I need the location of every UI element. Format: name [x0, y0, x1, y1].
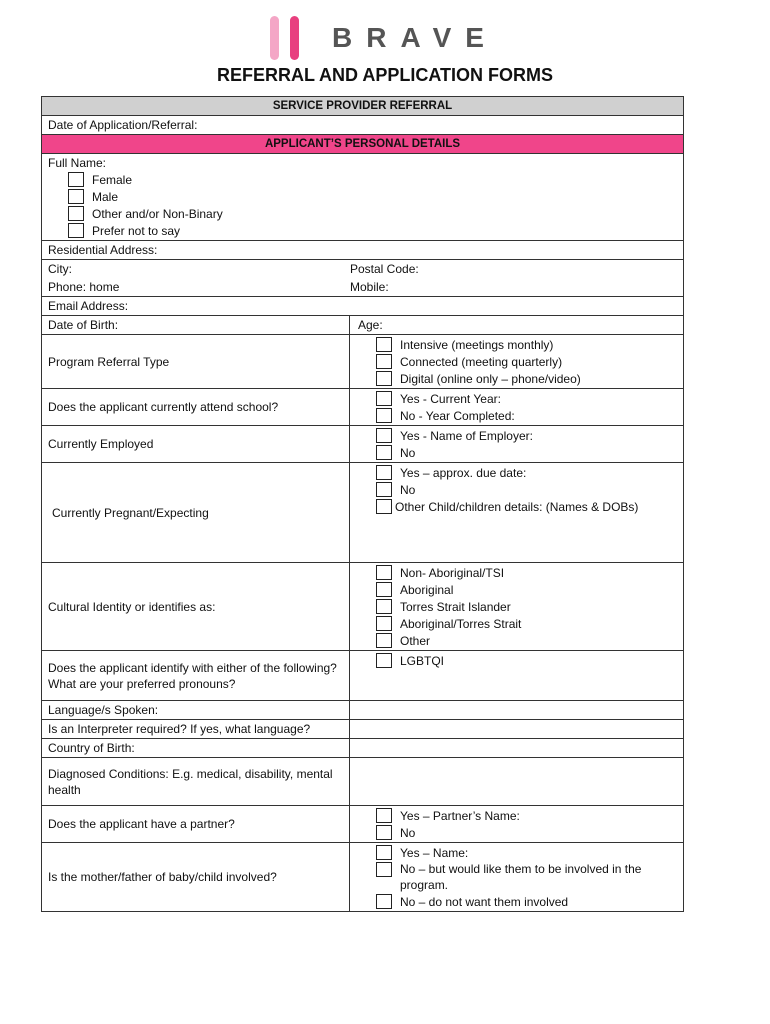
partner-label: Does the applicant have a partner?: [42, 806, 350, 843]
school-options: [350, 389, 684, 426]
brand-name: BRAVE: [332, 22, 498, 53]
email-field[interactable]: Email Address:: [42, 297, 684, 316]
cultural-option-other[interactable]: Other: [376, 632, 677, 649]
pregnant-option-no[interactable]: No: [376, 481, 677, 498]
checkbox[interactable]: [376, 616, 392, 631]
checkbox[interactable]: [68, 172, 84, 187]
cultural-option-aboriginal[interactable]: Aboriginal: [376, 581, 677, 598]
cultural-option-aboriginal-torres[interactable]: Aboriginal/Torres Strait: [376, 615, 677, 632]
pregnant-option-yes[interactable]: Yes – approx. due date:: [376, 464, 677, 481]
checkbox[interactable]: [376, 845, 392, 860]
parent-option-no[interactable]: No – do not want them involved: [376, 893, 677, 910]
checkbox[interactable]: [376, 354, 392, 369]
checkbox[interactable]: [376, 482, 392, 497]
page-title: REFERRAL AND APPLICATION FORMS: [217, 65, 553, 85]
country-value[interactable]: [350, 739, 684, 758]
city-phone-block: [42, 260, 684, 297]
checkbox[interactable]: [376, 337, 392, 352]
age-field[interactable]: Age:: [350, 316, 684, 335]
checkbox[interactable]: [376, 808, 392, 823]
school-option-yes[interactable]: Yes - Current Year:: [376, 390, 677, 407]
checkbox[interactable]: [376, 599, 392, 614]
residential-address-field[interactable]: Residential Address:: [42, 241, 684, 260]
pregnant-label: Currently Pregnant/Expecting: [42, 463, 350, 563]
logo-bar-light: [270, 16, 279, 60]
checkbox[interactable]: [376, 633, 392, 648]
program-option-connected[interactable]: Connected (meeting quarterly): [376, 353, 677, 370]
postal-code-field[interactable]: Postal Code:: [350, 262, 419, 276]
parent-option-would-like[interactable]: No – but would like them to be involved in the program.: [376, 861, 677, 893]
employed-option-no[interactable]: No: [376, 444, 677, 461]
logo-bar-pink: [290, 16, 299, 60]
pronouns-label: Does the applicant identify with either of the following? What are your preferred pronouns?: [42, 651, 350, 701]
checkbox[interactable]: [376, 408, 392, 423]
gender-option-prefer-not[interactable]: Prefer not to say: [48, 222, 677, 239]
pronoun-option-lgbtqi[interactable]: LGBTQI: [376, 652, 677, 669]
partner-option-yes[interactable]: Yes – Partner’s Name:: [376, 807, 677, 824]
checkbox[interactable]: [376, 582, 392, 597]
brave-logo: [270, 16, 510, 60]
pregnant-options: [350, 463, 684, 563]
phone-field[interactable]: Phone: home: [48, 280, 120, 294]
cultural-option-torres-strait[interactable]: Torres Strait Islander: [376, 598, 677, 615]
employed-options: [350, 426, 684, 463]
checkbox[interactable]: [376, 465, 392, 480]
checkbox[interactable]: [68, 206, 84, 221]
dob-field[interactable]: Date of Birth:: [42, 316, 350, 335]
section-header-personal: APPLICANT’S PERSONAL DETAILS: [42, 135, 684, 154]
program-option-digital[interactable]: Digital (online only – phone/video): [376, 370, 677, 387]
partner-options: [350, 806, 684, 843]
diagnosed-value[interactable]: [350, 758, 684, 806]
country-label: Country of Birth:: [42, 739, 350, 758]
checkbox[interactable]: [376, 499, 392, 514]
cultural-option-non-aboriginal[interactable]: Non- Aboriginal/TSI: [376, 564, 677, 581]
employed-label: Currently Employed: [42, 426, 350, 463]
checkbox[interactable]: [376, 894, 392, 909]
interpreter-label: Is an Interpreter required? If yes, what language?: [42, 720, 350, 739]
gender-option-female[interactable]: Female: [48, 171, 677, 188]
gender-option-nonbinary[interactable]: Other and/or Non-Binary: [48, 205, 677, 222]
referral-form-table: [41, 96, 684, 912]
diagnosed-label: Diagnosed Conditions: E.g. medical, disability, mental health: [42, 758, 350, 806]
date-of-application-field[interactable]: Date of Application/Referral:: [42, 116, 684, 135]
cultural-label: Cultural Identity or identifies as:: [42, 563, 350, 651]
language-value[interactable]: [350, 701, 684, 720]
full-name-cell: [42, 154, 684, 241]
checkbox[interactable]: [376, 565, 392, 580]
pronoun-options: [350, 651, 684, 701]
program-option-intensive[interactable]: Intensive (meetings monthly): [376, 336, 677, 353]
cultural-options: [350, 563, 684, 651]
program-options: [350, 335, 684, 389]
parent-involved-label: Is the mother/father of baby/child involved?: [42, 843, 350, 912]
checkbox[interactable]: [376, 825, 392, 840]
program-referral-label: Program Referral Type: [42, 335, 350, 389]
interpreter-value[interactable]: [350, 720, 684, 739]
parent-options: [350, 843, 684, 912]
gender-option-male[interactable]: Male: [48, 188, 677, 205]
checkbox[interactable]: [376, 391, 392, 406]
section-header-provider: SERVICE PROVIDER REFERRAL: [42, 97, 684, 116]
checkbox[interactable]: [376, 653, 392, 668]
school-label: Does the applicant currently attend school?: [42, 389, 350, 426]
full-name-label[interactable]: Full Name:: [48, 156, 107, 170]
employed-option-yes[interactable]: Yes - Name of Employer:: [376, 427, 677, 444]
checkbox[interactable]: [376, 428, 392, 443]
partner-option-no[interactable]: No: [376, 824, 677, 841]
checkbox[interactable]: [376, 862, 392, 877]
checkbox[interactable]: [68, 223, 84, 238]
city-field[interactable]: City:: [48, 262, 72, 276]
checkbox[interactable]: [376, 371, 392, 386]
parent-option-yes[interactable]: Yes – Name:: [376, 844, 677, 861]
mobile-field[interactable]: Mobile:: [350, 280, 389, 294]
pregnant-option-other-children[interactable]: Other Child/children details: (Names & DOBs): [376, 498, 677, 515]
school-option-no[interactable]: No - Year Completed:: [376, 407, 677, 424]
language-label: Language/s Spoken:: [42, 701, 350, 720]
checkbox[interactable]: [376, 445, 392, 460]
checkbox[interactable]: [68, 189, 84, 204]
